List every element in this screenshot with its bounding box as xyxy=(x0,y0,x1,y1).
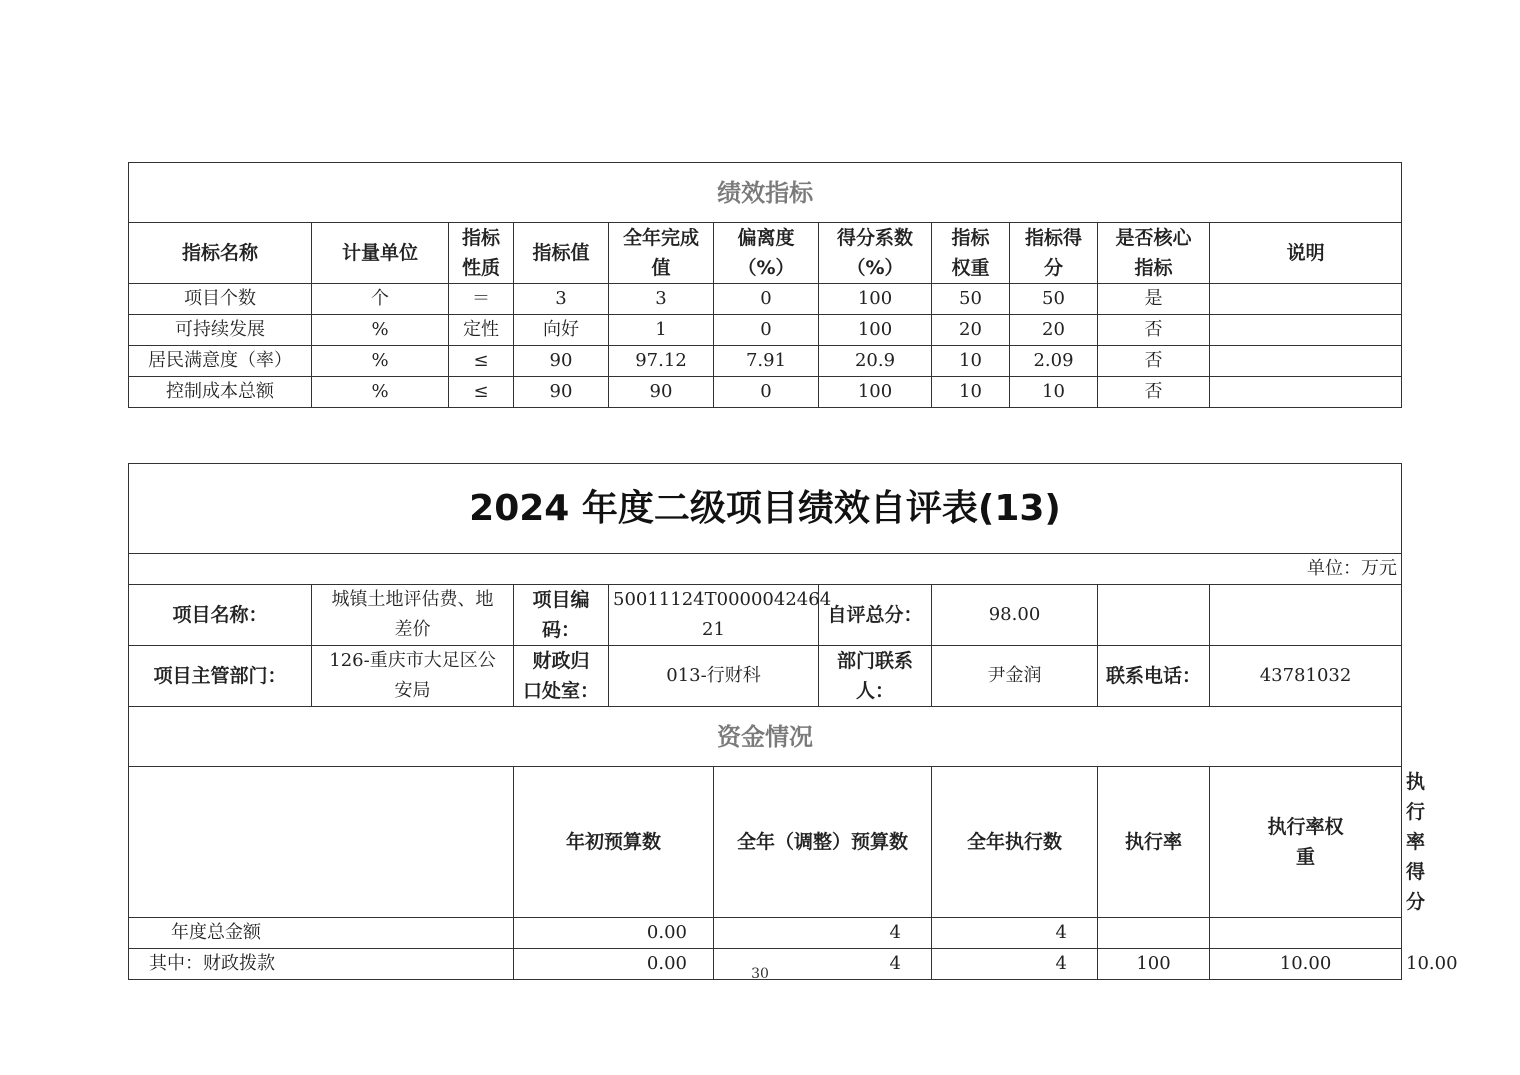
cell: 否 xyxy=(1098,377,1210,408)
cell: 90 xyxy=(514,346,609,377)
cell: ＝ xyxy=(449,284,514,315)
cell: % xyxy=(312,315,449,346)
project-code-value: 50011124T0000042464 21 xyxy=(609,585,819,646)
cell: 控制成本总额 xyxy=(129,377,312,408)
cell: 0 xyxy=(714,377,819,408)
col-header-executed: 全年执行数 xyxy=(932,767,1098,918)
project-code-label: 项目编 码： xyxy=(514,585,609,646)
table-row xyxy=(129,346,1402,377)
cell xyxy=(1210,284,1402,315)
total-score-value: 98.00 xyxy=(932,585,1098,646)
col-header-deviation: 偏离度 （%） xyxy=(714,223,819,284)
col-header-unit: 计量单位 xyxy=(312,223,449,284)
cell: 个 xyxy=(312,284,449,315)
cell: 0.00 xyxy=(514,949,714,980)
cell: 4 xyxy=(714,949,932,980)
cell: 否 xyxy=(1098,346,1210,377)
cell: 20 xyxy=(1010,315,1098,346)
col-header-initial-budget: 年初预算数 xyxy=(514,767,714,918)
col-header-rate: 执行率 xyxy=(1098,767,1210,918)
cell: % xyxy=(312,346,449,377)
cell: 定性 xyxy=(449,315,514,346)
cell: 4 xyxy=(714,918,932,949)
col-header-score: 指标得 分 xyxy=(1010,223,1098,284)
cell: 向好 xyxy=(514,315,609,346)
phone-label: 联系电话： xyxy=(1098,646,1210,707)
cell: 可持续发展 xyxy=(129,315,312,346)
project-name-value: 城镇土地评估费、地 差价 xyxy=(312,585,514,646)
col-header-nature: 指标 性质 xyxy=(449,223,514,284)
col-header-coefficient: 得分系数 （%） xyxy=(819,223,932,284)
cell: 是 xyxy=(1098,284,1210,315)
cell: 100 xyxy=(819,315,932,346)
cell: 20.9 xyxy=(819,346,932,377)
col-header-indicator-name: 指标名称 xyxy=(129,223,312,284)
unit-label: 单位：万元 xyxy=(129,554,1402,585)
table-row: 其中：财政拨款 0.00 4 4 100 10.00 10.00 xyxy=(129,949,1402,980)
col-header-adjusted-budget: 全年（调整）预算数 xyxy=(714,767,932,918)
cell: 居民满意度（率） xyxy=(129,346,312,377)
cell: ≤ xyxy=(449,377,514,408)
cell: 50 xyxy=(932,284,1010,315)
col-header-weight: 指标 权重 xyxy=(932,223,1010,284)
cell: 项目个数 xyxy=(129,284,312,315)
table-row xyxy=(129,315,1402,346)
page-number: 30 xyxy=(751,966,769,982)
cell xyxy=(1210,377,1402,408)
cell: 4 xyxy=(932,918,1098,949)
cell: ≤ xyxy=(449,346,514,377)
contact-label: 部门联系 人： xyxy=(819,646,932,707)
table-row xyxy=(129,284,1402,315)
funds-header-blank xyxy=(129,767,514,918)
project-evaluation-table xyxy=(128,463,1458,980)
cell: 10 xyxy=(1010,377,1098,408)
cell: 90 xyxy=(609,377,714,408)
office-label: 财政归 口处室： xyxy=(514,646,609,707)
col-header-core: 是否核心 指标 xyxy=(1098,223,1210,284)
cell: 1 xyxy=(609,315,714,346)
table-row xyxy=(129,918,1402,949)
cell: 0 xyxy=(714,284,819,315)
cell: 90 xyxy=(514,377,609,408)
cell xyxy=(1210,315,1402,346)
cell: 年度总金额 xyxy=(129,918,514,949)
blank-cell xyxy=(1098,585,1210,646)
office-value: 013-行财科 xyxy=(609,646,819,707)
indicators-header-row xyxy=(129,223,1402,284)
cell: 10 xyxy=(932,346,1010,377)
col-header-target: 指标值 xyxy=(514,223,609,284)
cell xyxy=(1098,918,1210,949)
cell: 97.12 xyxy=(609,346,714,377)
cell: 100 xyxy=(1098,949,1210,980)
col-header-rate-weight: 执行率权 重 xyxy=(1210,767,1402,918)
cell: 其中：财政拨款 xyxy=(129,949,514,980)
project-info-row xyxy=(129,585,1402,646)
cell: 10.00 xyxy=(1210,949,1402,980)
project-name-label: 项目名称： xyxy=(129,585,312,646)
cell: 0.00 xyxy=(514,918,714,949)
cell: 否 xyxy=(1098,315,1210,346)
blank-cell xyxy=(1210,585,1402,646)
total-score-label: 自评总分： xyxy=(819,585,932,646)
col-header-actual: 全年完成 值 xyxy=(609,223,714,284)
dept-value: 126-重庆市大足区公 安局 xyxy=(312,646,514,707)
cell: 3 xyxy=(514,284,609,315)
indicators-table xyxy=(128,162,1402,408)
cell: 3 xyxy=(609,284,714,315)
phone-value: 43781032 xyxy=(1210,646,1402,707)
funds-header-row: 年初预算数 全年（调整）预算数 全年执行数 执行率 执行率权 重 执行率得分 xyxy=(129,767,1402,918)
page-title: 2024 年度二级项目绩效自评表(13) xyxy=(129,464,1402,554)
indicators-section-title: 绩效指标 xyxy=(129,163,1402,223)
department-info-row xyxy=(129,646,1402,707)
cell xyxy=(1210,918,1402,949)
cell xyxy=(1210,346,1402,377)
cell: 7.91 xyxy=(714,346,819,377)
cell: 2.09 xyxy=(1010,346,1098,377)
funds-section-title: 资金情况 xyxy=(129,707,1402,767)
cell: 0 xyxy=(714,315,819,346)
cell: 20 xyxy=(932,315,1010,346)
cell: 100 xyxy=(819,284,932,315)
contact-value: 尹金润 xyxy=(932,646,1098,707)
col-header-note: 说明 xyxy=(1210,223,1402,284)
cell: 4 xyxy=(932,949,1098,980)
cell: % xyxy=(312,377,449,408)
dept-label: 项目主管部门： xyxy=(129,646,312,707)
cell: 100 xyxy=(819,377,932,408)
cell: 50 xyxy=(1010,284,1098,315)
table-row xyxy=(129,377,1402,408)
cell: 10 xyxy=(932,377,1010,408)
